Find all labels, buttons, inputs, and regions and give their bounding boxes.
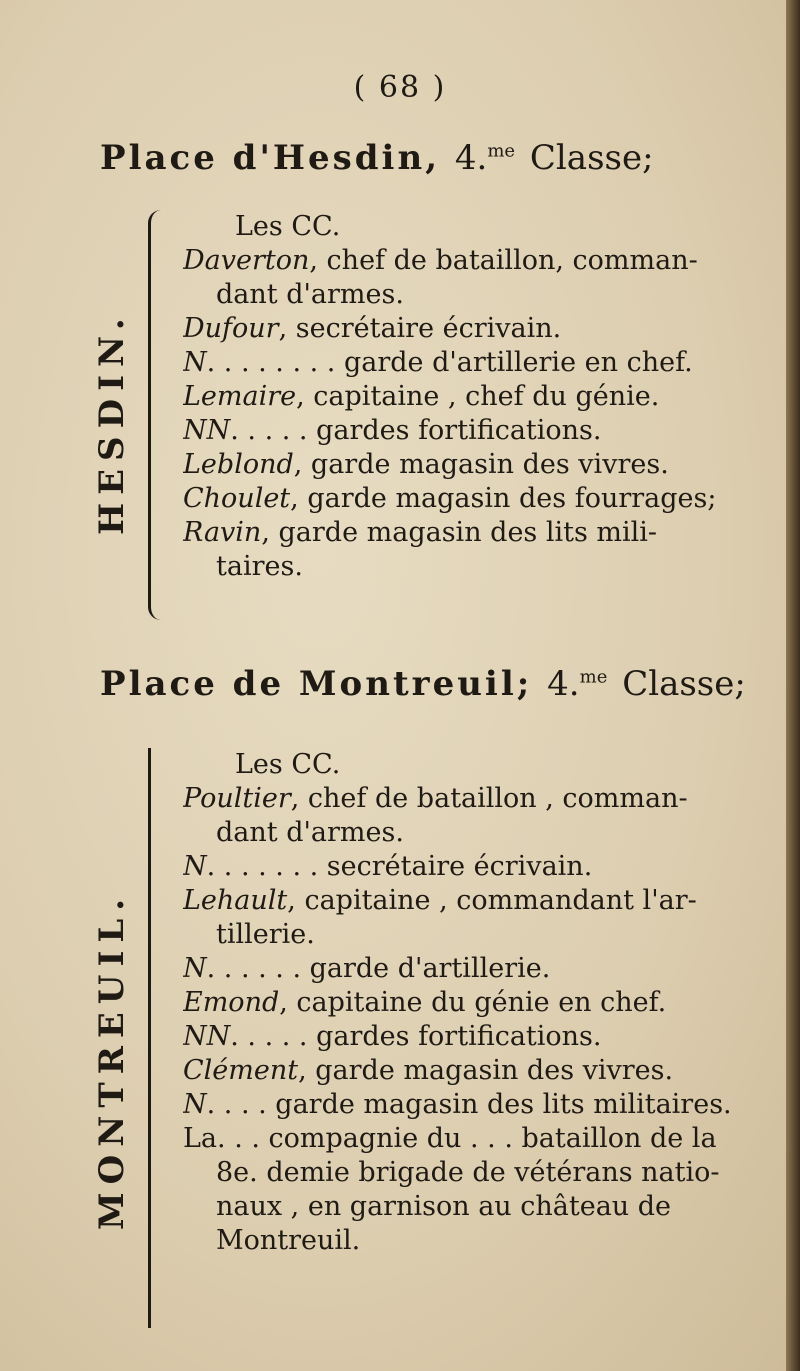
entry-role: , capitaine , chef du génie. <box>296 381 660 412</box>
entries-montreuil <box>183 748 788 1258</box>
entry-line <box>183 516 788 550</box>
entry-continuation: naux , en garnison au château de <box>216 1191 672 1222</box>
entry-line <box>183 312 788 346</box>
side-label-hesdin: HESDIN. <box>92 310 132 535</box>
entry-name: Dufour <box>183 313 279 344</box>
entry-role: , chef de bataillon, comman- <box>309 245 698 276</box>
entry-line <box>183 482 788 516</box>
entry-name: N <box>183 347 207 378</box>
side-label-montreuil: MONTREUIL. <box>92 890 132 1230</box>
entry-role: , garde magasin des fourrages; <box>290 483 717 514</box>
entry-continuation: tillerie. <box>216 919 315 950</box>
entry-name: N <box>183 851 207 882</box>
heading-separator: ; <box>516 664 533 704</box>
entry-continuation: 8e. demie brigade de vétérans natio- <box>216 1157 720 1188</box>
entry-line <box>183 850 788 884</box>
section-title: Les CC. <box>235 211 341 242</box>
entry-line <box>183 1122 788 1156</box>
entry-name: Lehault <box>183 885 288 916</box>
entry-line <box>183 884 788 918</box>
entry-line <box>183 952 788 986</box>
entry-role: . . . . . gardes fortifications. <box>230 1021 602 1052</box>
class-rank-sup: me <box>579 666 608 688</box>
entry-role: , garde magasin des vivres. <box>293 449 669 480</box>
entry-name: N <box>183 953 207 984</box>
entry-continuation: dant d'armes. <box>216 817 404 848</box>
place-heading-montreuil <box>100 664 790 704</box>
class-rank-sup: me <box>487 140 516 162</box>
entries-hesdin <box>183 210 788 584</box>
class-label: Classe; <box>529 138 654 178</box>
page-edge-shadow <box>786 0 800 1371</box>
entry-line <box>183 380 788 414</box>
entry-role: , chef de bataillon , comman- <box>290 783 688 814</box>
entry-continuation: dant d'armes. <box>216 279 404 310</box>
entry-name: NN <box>183 415 231 446</box>
entry-name: N <box>183 1089 207 1120</box>
entry-role: . . . . . . garde d'artillerie. <box>206 953 551 984</box>
entry-role: . . . . . . . . garde d'artillerie en chef. <box>206 347 693 378</box>
entry-line <box>183 1054 788 1088</box>
entry-role: . . . . . . . secrétaire écrivain. <box>206 851 593 882</box>
entry-role: , garde magasin des lits mili- <box>261 517 658 548</box>
entry-name: Leblond <box>183 449 294 480</box>
entry-name: NN <box>183 1021 231 1052</box>
entry-role: , garde magasin des vivres. <box>298 1055 674 1086</box>
brace-hesdin <box>148 210 161 620</box>
class-rank: 4. <box>547 664 580 704</box>
entry-name: Emond <box>183 987 280 1018</box>
entry-line <box>183 782 788 816</box>
entry-name: Clément <box>183 1055 299 1086</box>
entry-continuation: Montreuil. <box>216 1225 361 1256</box>
entry-role: , capitaine du génie en chef. <box>279 987 667 1018</box>
entry-role: . . . compagnie du . . . bataillon de la <box>217 1123 717 1154</box>
entry-line <box>183 346 788 380</box>
heading-separator: , <box>425 138 441 178</box>
page-number: ( 68 ) <box>353 70 447 105</box>
entry-role: , capitaine , commandant l'ar- <box>287 885 697 916</box>
entry-line <box>183 1088 788 1122</box>
entry-role: . . . . . gardes fortifications. <box>230 415 602 446</box>
entry-role: . . . . garde magasin des lits militaires. <box>206 1089 732 1120</box>
entry-line <box>183 986 788 1020</box>
place-name: Place de Montreuil <box>100 664 517 704</box>
entry-name: Choulet <box>183 483 291 514</box>
entry-name: Poultier <box>183 783 291 814</box>
entry-role: , secrétaire écrivain. <box>278 313 562 344</box>
entry-line <box>183 414 788 448</box>
entry-line <box>183 244 788 278</box>
place-name: Place d'Hesdin <box>100 138 426 178</box>
entry-line <box>183 1020 788 1054</box>
entry-name: La <box>183 1123 218 1154</box>
entry-name: Lemaire <box>183 381 297 412</box>
section-title: Les CC. <box>235 749 341 780</box>
entry-line <box>183 448 788 482</box>
class-label: Classe; <box>622 664 746 704</box>
brace-montreuil <box>148 748 161 1328</box>
entry-name: Ravin <box>183 517 262 548</box>
entry-continuation: taires. <box>216 551 303 582</box>
place-heading-hesdin <box>100 138 790 178</box>
class-rank: 4. <box>454 138 488 178</box>
entry-name: Daverton <box>183 245 310 276</box>
